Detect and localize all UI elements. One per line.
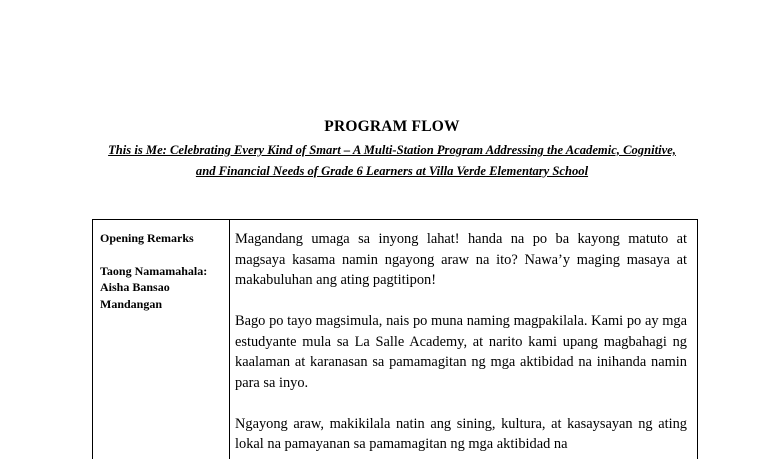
person-in-charge-label: Taong Namamahala: xyxy=(100,263,208,278)
program-flow-table xyxy=(92,219,698,459)
segment-cell xyxy=(100,230,226,312)
page-title: PROGRAM FLOW xyxy=(324,118,460,135)
script-paragraph: Magandang umaga sa inyong lahat! handa na po ba kayong matuto at magsaya kasama namin ngayong araw na ito? Nawa’y maging masaya at makabuluhan ang ating pagtitipon! xyxy=(235,231,687,288)
script-paragraph: Bago po tayo magsimula, nais po muna naming magpakilala. Kami po ay mga estudyante mula sa La Salle Academy, at narito kami upang magbahagi ng kaalaman at karanasan sa pamamagitan ng mga aktibidad na inihanda namin para sa inyo. xyxy=(235,313,687,391)
spacer xyxy=(100,247,226,263)
segment-label: Opening Remarks xyxy=(100,231,194,245)
program-subtitle: This is Me: Celebrating Every Kind of Smart – A Multi-Station Program Addressing the Academic, Cognitive, and Financial Needs of Grade 6 Learners at Villa Verde Elementary School xyxy=(108,143,676,178)
person-in-charge-name: Aisha Bansao Mandangan xyxy=(100,280,170,311)
script-cell xyxy=(235,229,687,475)
script-paragraph: Ngayong araw, makikilala natin ang sining, kultura, at kasaysayan ng ating lokal na pamayanan sa pamamagitan ng mga aktibidad na xyxy=(235,415,687,452)
column-divider xyxy=(229,220,230,459)
